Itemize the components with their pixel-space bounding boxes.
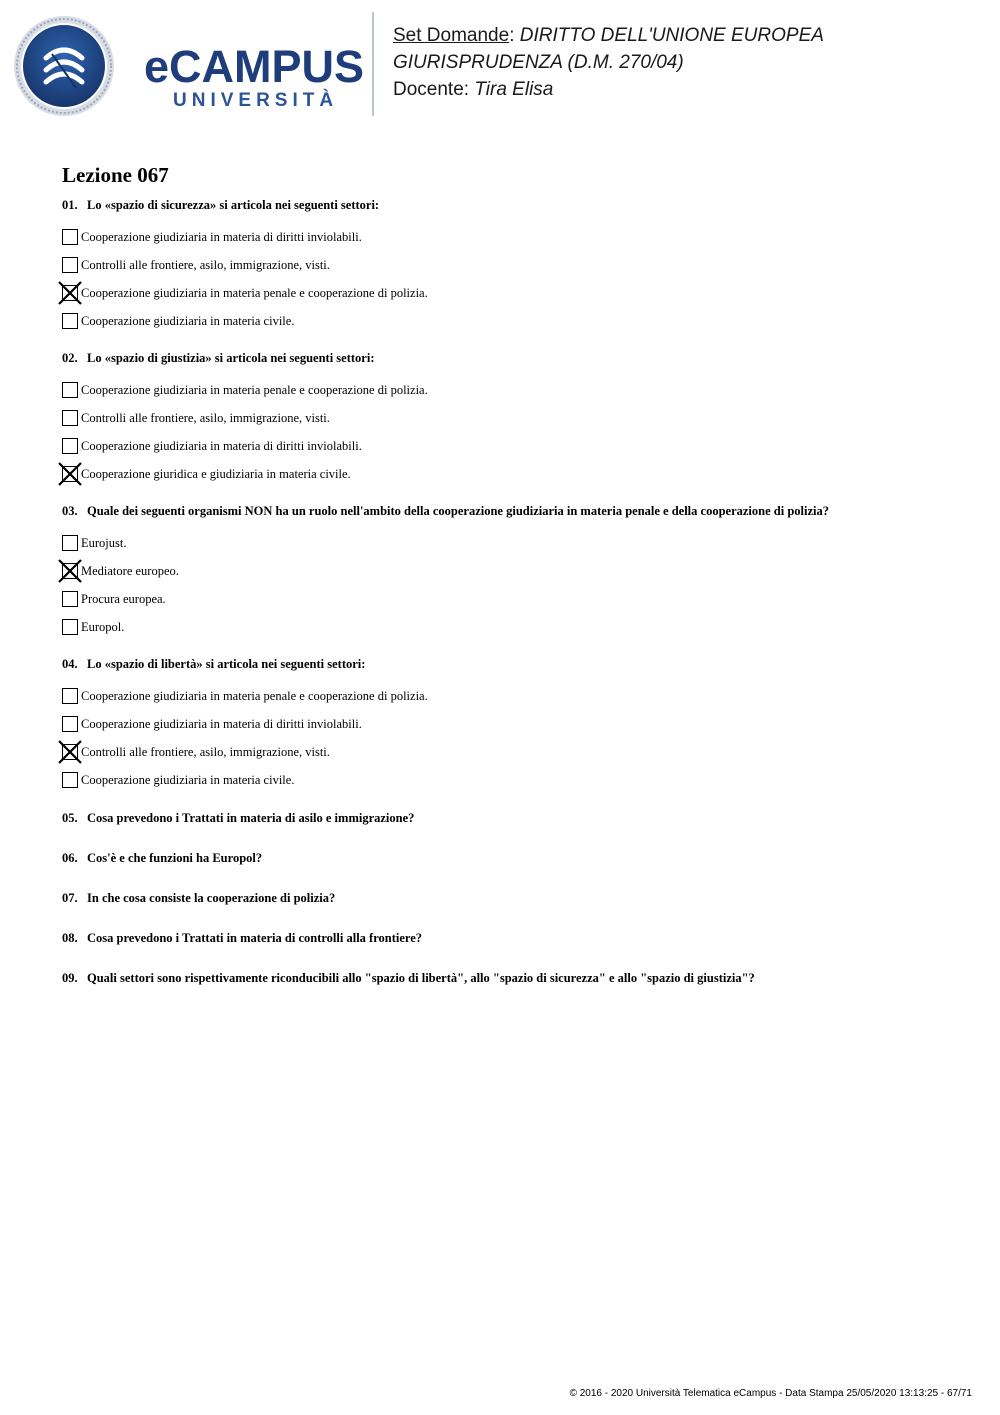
checkbox-icon: [62, 257, 78, 273]
option-label: Cooperazione giudiziaria in materia civile.: [81, 773, 295, 787]
answer-option: [62, 404, 962, 432]
question-number: 06.: [62, 851, 78, 865]
set-label: Set Domande: [393, 25, 510, 46]
page-header: [0, 0, 1000, 125]
question-label: Quale dei seguenti organismi NON ha un ruolo nell'ambito della cooperazione giudiziaria in materia penale e della cooperazione di polizia?: [87, 504, 829, 518]
checked-box-icon: [62, 563, 78, 579]
option-label: Controlli alle frontiere, asilo, immigrazione, visti.: [81, 745, 330, 759]
answer-option: [62, 557, 962, 585]
checked-box-icon: [62, 285, 78, 301]
ecampus-emblem-icon: [12, 14, 116, 118]
answer-option: [62, 376, 962, 404]
option-label: Eurojust.: [81, 536, 127, 550]
question-label: Cosa prevedono i Trattati in materia di controlli alla frontiere?: [87, 931, 423, 945]
option-label: Cooperazione giudiziaria in materia penale e cooperazione di polizia.: [81, 383, 428, 397]
answer-option: [62, 460, 962, 488]
document-body: [62, 160, 962, 987]
question-label: Lo «spazio di libertà» si articola nei seguenti settori:: [87, 657, 366, 671]
course-line-1: Set Domande: DIRITTO DELL'UNIONE EUROPEA: [393, 25, 824, 46]
checkbox-icon: [62, 772, 78, 788]
question-number: 01.: [62, 198, 78, 212]
question-block: [62, 502, 962, 641]
checkbox-icon: [62, 313, 78, 329]
option-label: Controlli alle frontiere, asilo, immigrazione, visti.: [81, 258, 330, 272]
option-label: Procura europea.: [81, 592, 166, 606]
open-question-text: [62, 889, 962, 907]
open-question-text: [62, 969, 962, 987]
question-number: 07.: [62, 891, 78, 905]
question-block: [62, 655, 962, 794]
ecampus-logo: [12, 14, 372, 119]
lesson-title: Lezione 067: [62, 163, 169, 187]
checkbox-icon: [62, 229, 78, 245]
question-label: Cos'è e che funzioni ha Europol?: [87, 851, 263, 865]
page-footer: © 2016 - 2020 Università Telematica eCampus - Data Stampa 25/05/2020 13:13:25 - 67/71: [569, 1388, 972, 1399]
answer-option: [62, 223, 962, 251]
checkbox-icon: [62, 535, 78, 551]
teacher-line: Docente: Tira Elisa: [393, 79, 554, 100]
teacher-label: Docente: [393, 79, 464, 100]
option-label: Cooperazione giudiziaria in materia penale e cooperazione di polizia.: [81, 286, 428, 300]
answer-option: [62, 279, 962, 307]
option-label: Cooperazione giudiziaria in materia di diritti inviolabili.: [81, 230, 362, 244]
answer-option: [62, 251, 962, 279]
course-name: DIRITTO DELL'UNIONE EUROPEA: [519, 25, 824, 46]
question-number: 05.: [62, 811, 78, 825]
question-label: In che cosa consiste la cooperazione di polizia?: [87, 891, 336, 905]
checked-box-icon: [62, 744, 78, 760]
option-label: Europol.: [81, 620, 125, 634]
checked-box-icon: [62, 466, 78, 482]
open-question-text: [62, 809, 962, 827]
course-line-2: GIURISPRUDENZA (D.M. 270/04): [393, 52, 684, 73]
question-number: 03.: [62, 504, 78, 518]
checkbox-icon: [62, 688, 78, 704]
question-text: [62, 349, 962, 367]
answer-option: [62, 585, 962, 613]
checkbox-icon: [62, 438, 78, 454]
option-label: Cooperazione giudiziaria in materia di diritti inviolabili.: [81, 717, 362, 731]
cross-mark-icon: [56, 738, 84, 766]
cross-mark-icon: [56, 279, 84, 307]
answer-option: [62, 613, 962, 641]
question-label: Quali settori sono rispettivamente riconducibili allo "spazio di libertà", allo "spazio di sicurezza" e allo "spazio di giustizia"?: [87, 971, 755, 985]
checkbox-icon: [62, 410, 78, 426]
open-question-text: [62, 849, 962, 867]
cross-mark-icon: [56, 460, 84, 488]
question-label: Lo «spazio di sicurezza» si articola nei seguenti settori:: [87, 198, 380, 212]
question-list: [62, 196, 962, 794]
open-question-list: [62, 809, 962, 987]
question-label: Cosa prevedono i Trattati in materia di asilo e immigrazione?: [87, 811, 415, 825]
answer-option: [62, 710, 962, 738]
cross-mark-icon: [56, 557, 84, 585]
question-text: [62, 655, 962, 673]
teacher-name: Tira Elisa: [474, 79, 554, 100]
answer-option: [62, 432, 962, 460]
option-label: Cooperazione giuridica e giudiziaria in materia civile.: [81, 467, 351, 481]
question-label: Lo «spazio di giustizia» si articola nei seguenti settori:: [87, 351, 375, 365]
answer-option: [62, 682, 962, 710]
question-block: [62, 196, 962, 335]
answer-option: [62, 766, 962, 794]
logo-wordmark: eCAMPUS: [144, 41, 365, 92]
question-block: [62, 349, 962, 488]
answer-option: [62, 738, 962, 766]
checkbox-icon: [62, 382, 78, 398]
question-number: 04.: [62, 657, 78, 671]
option-label: Cooperazione giudiziaria in materia penale e cooperazione di polizia.: [81, 689, 428, 703]
question-text: [62, 502, 962, 520]
question-number: 08.: [62, 931, 78, 945]
question-number: 02.: [62, 351, 78, 365]
checkbox-icon: [62, 591, 78, 607]
question-number: 09.: [62, 971, 78, 985]
checkbox-icon: [62, 619, 78, 635]
option-label: Cooperazione giudiziaria in materia di diritti inviolabili.: [81, 439, 362, 453]
logo-subtitle: UNIVERSITÀ: [173, 90, 339, 111]
header-divider: [372, 12, 374, 116]
answer-option: [62, 307, 962, 335]
answer-option: [62, 529, 962, 557]
checkbox-icon: [62, 716, 78, 732]
option-label: Mediatore europeo.: [81, 564, 179, 578]
open-question-text: [62, 929, 962, 947]
question-text: [62, 196, 962, 214]
option-label: Controlli alle frontiere, asilo, immigrazione, visti.: [81, 411, 330, 425]
option-label: Cooperazione giudiziaria in materia civile.: [81, 314, 295, 328]
header-info: [393, 22, 824, 103]
